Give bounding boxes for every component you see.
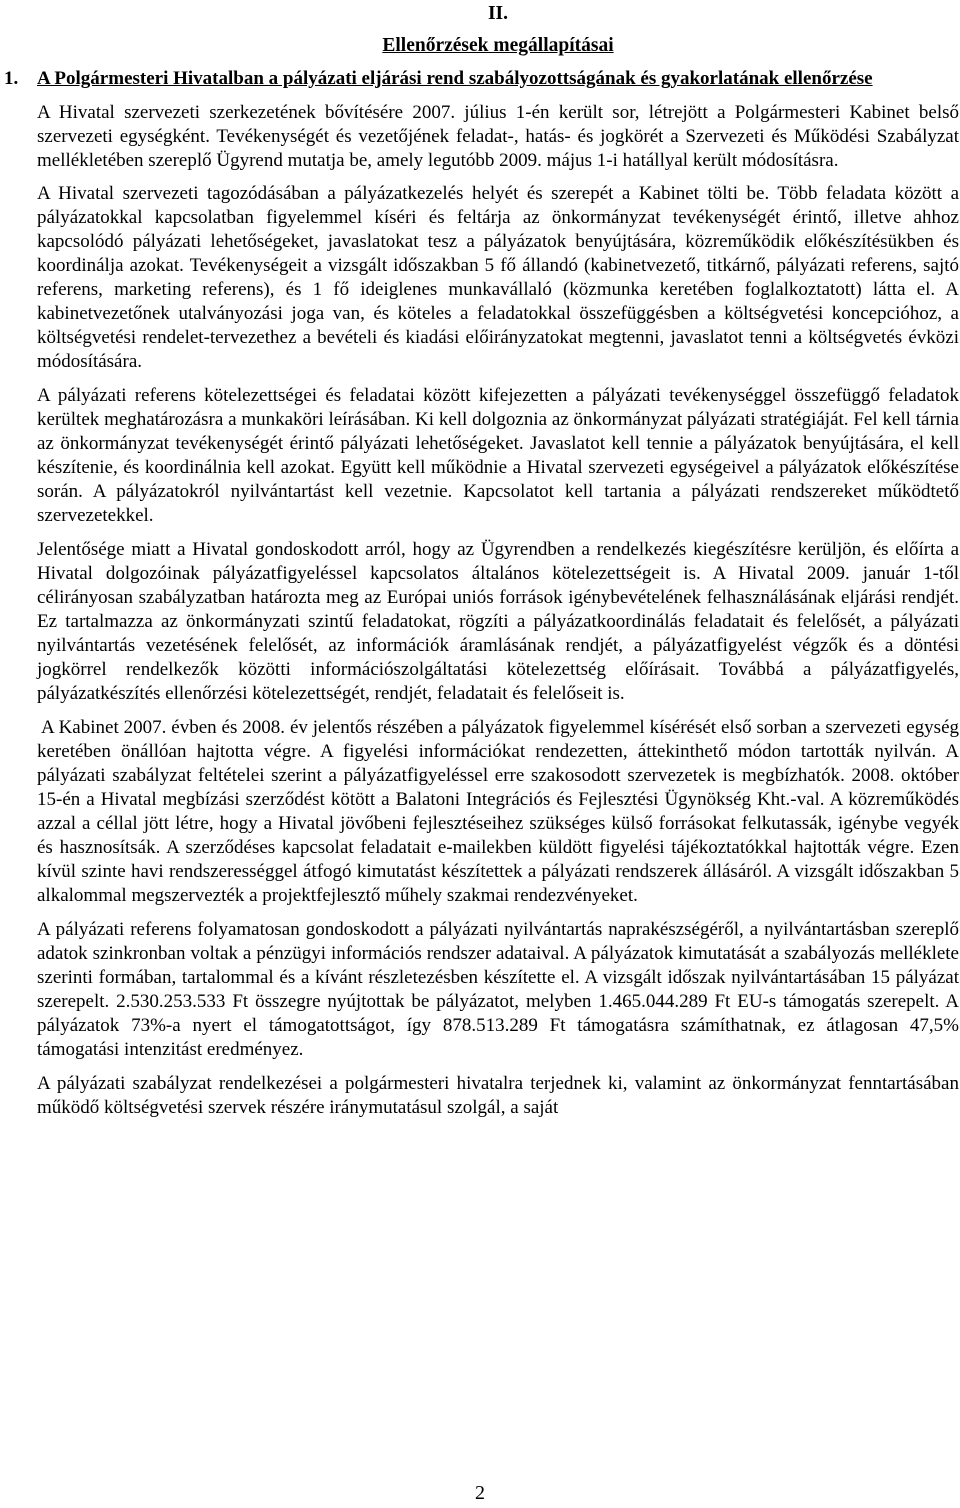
paragraph-5: A Kabinet 2007. évben és 2008. év jelentős részében a pályázatok figyelemmel kísérését első sorban a szervezeti egység keretében önállóan hajtotta végre. A figyelési információkat rendezetten, áttekinthető módon tartották nyilván. A pályázati szabályzat feltételei szerint a pályázatfigyeléssel erre szakosodott szervezetek is megbízhatók. 2008. október 15-én a Hivatal megbízási szerződést kötött a Balatoni Integrációs és Fejlesztési Ügynökség Kht.-val. A közreműködés azzal a céllal jött létre, hogy a Hivatal jövőbeni fejlesztéseihez szükséges külső forrásokat felkutassák, igénybe vegyék és hasznosítsák. A szerződéses kapcsolat feladatait e-mailekben küldött figyelési tájékoztatókkal hajtották végre. Ezen kívül szinte havi rendszerességgel átfogó kimutatást készítettek a pályázati rendszerek állásáról. A vizsgált időszakban 5 alkalommal megszervezték a projektfejlesztő műhely szakmai rendezvényeket. xyxy=(37,717,959,906)
section-title: Ellenőrzések megállapításai xyxy=(382,35,614,56)
chapter-numeral: II. xyxy=(487,3,509,24)
paragraph-4: Jelentősége miatt a Hivatal gondoskodott arról, hogy az Ügyrendben a rendelkezés kiegészítésre kerüljön, és előírta a Hivatal dolgozóinak pályázatfigyeléssel kapcsolatos általános kötelezettségeit is. A Hivatal 2009. január 1-től célirányosan szabályzatban határozta meg az Európai uniós források igénybevételének felhasználásának eljárási rendjét. Ez tartalmazza az önkormányzati szintű feladatokat, rögzíti a pályázatkoordinálás feladatait és felelősét, a pályázati nyilvántartás vezetésének felelősét, az információk áramlásának rendjét, a pályázatfigyelést végzők és a döntési jogkörrel rendelkezők közötti információszolgáltatási kötelezettség előírásait. Továbbá a pályázatfigyelés, pályázatkészítés ellenőrzési kötelezettségét, rendjét, feladatait és felelőseit is. xyxy=(37,539,959,704)
subheading-text: A Polgármesteri Hivatalban a pályázati eljárási rend szabályozottságának és gyakorlatának ellenőrzése xyxy=(37,68,873,89)
paragraph-7: A pályázati szabályzat rendelkezései a polgármesteri hivatalra terjednek ki, valamint az önkormányzat fenntartásában működő költségvetési szervek részére iránymutatásul szolgál, a saját xyxy=(37,1073,959,1118)
paragraph-6: A pályázati referens folyamatosan gondoskodott a pályázati nyilvántartás naprakészségéről, a nyilvántartásban szereplő adatok szinkronban voltak a pénzügyi információs rendszer adataival. A pályázatok kimutatását a szabályozás melléklete szerinti formában, tartalommal és a kívánt részletezésben készítette el. A vizsgált időszak nyilvántartásában 15 pályázat szerepelt. 2.530.253.533 Ft összegre nyújtottak be pályázatot, melyben 1.465.044.289 Ft EU-s támogatás szerepelt. A pályázatok 73%-a nyert el támogatottságot, így 878.513.289 Ft támogatásra számíthatnak, ez átlagosan 47,5% támogatási intenzitást eredményez. xyxy=(37,919,959,1060)
page-number: 2 xyxy=(475,1482,485,1504)
subheading-number: 1. xyxy=(4,68,19,89)
paragraph-3: A pályázati referens kötelezettségei és feladatai között kifejezetten a pályázati tevékenységgel összefüggő feladatok kerültek meghatározásra a munkaköri leírásában. Ki kell dolgoznia az önkormányzat pályázati stratégiáját. Fel kell tárnia az önkormányzat tevékenységét érintő pályázati lehetőségeket. Javaslatot kell tennie a pályázatok benyújtására, el kell készítenie, és koordinálnia kell azokat. Együtt kell működnie a Hivatal szervezeti egységeivel a pályázatok előkészítése során. A pályázatokról nyilvántartást kell vezetnie. Kapcsolatot kell tartania a pályázati rendszereket működtető szervezetekkel. xyxy=(37,385,959,526)
document-page xyxy=(4,0,959,1120)
subheading xyxy=(4,67,959,91)
paragraph-2: A Hivatal szervezeti tagozódásában a pályázatkezelés helyét és szerepét a Kabinet tölti be. Több feladata között a pályázatokkal kapcsolatban figyelemmel kíséri és feltárja az önkormányzat tevékenységét érintő, illetve ahhoz kapcsolódó pályázati lehetőségeket, javaslatokat tesz a pályázatok benyújtására, közreműködik előkészítésükben és koordinálja azokat. Tevékenységeit a vizsgált időszakban 5 fő állandó (kabinetvezető, titkárnő, pályázati referens, sajtó referens, marketing referens), és 1 fő ideiglenes munkavállaló (közmunka keretében foglalkoztatott) látta el. A kabinetvezetőnek utalványozási joga van, és köteles a feladatokkal összefüggésben a költségvetési koncepcióhoz, a költségvetési rendelet-tervezethez a bevételi és kiadási előirányzatokat megtenni, javaslatot tenni a költségvetés évközi módosítására. xyxy=(37,183,959,372)
paragraph-1: A Hivatal szervezeti szerkezetének bővítésére 2007. július 1-én került sor, létrejött a Polgármesteri Kabinet belső szervezeti egységként. Tevékenységét és vezetőjének feladat-, hatás- és jogkörét a Szervezeti és Működési Szabályzat mellékletében szereplő Ügyrend mutatja be, amely legutóbb 2009. május 1-i hatállyal került módosításra. xyxy=(37,102,959,171)
